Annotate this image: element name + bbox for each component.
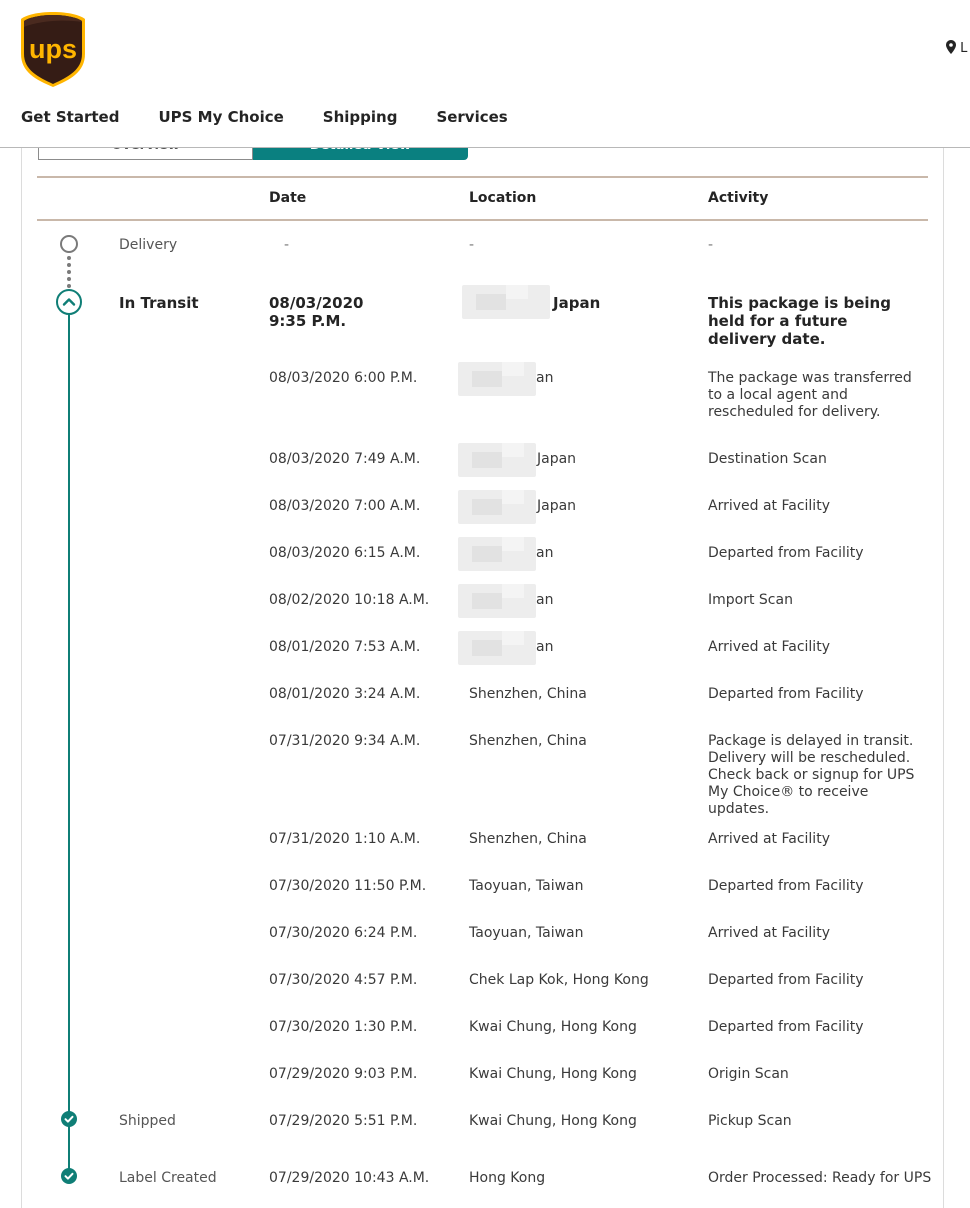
shipped-location: Kwai Chung, Hong Kong — [469, 1113, 637, 1129]
row-location: Taoyuan, Taiwan — [469, 878, 584, 894]
label-created-activity: Order Processed: Ready for UPS — [708, 1170, 932, 1186]
row-location: an — [536, 592, 554, 608]
row-activity: Arrived at Facility — [708, 498, 830, 514]
tab-detailed-view[interactable] — [253, 146, 468, 160]
main-nav — [21, 108, 547, 126]
row-activity: Origin Scan — [708, 1066, 789, 1082]
collapse-chevron-up-icon[interactable] — [56, 289, 82, 315]
label-created-check-icon — [61, 1168, 77, 1184]
delivery-location: - — [469, 237, 475, 253]
ups-logo[interactable] — [20, 10, 86, 88]
delivery-activity: - — [708, 237, 714, 253]
row-date: 07/31/2020 9:34 A.M. — [269, 733, 421, 749]
site-header — [0, 0, 970, 148]
row-date: 08/01/2020 3:24 A.M. — [269, 686, 421, 702]
row-activity: Import Scan — [708, 592, 793, 608]
row-location: an — [536, 370, 554, 386]
table-header-rule — [37, 219, 928, 221]
row-date: 08/03/2020 7:49 A.M. — [269, 451, 421, 467]
row-location: Japan — [537, 451, 577, 467]
row-activity: Departed from Facility — [708, 878, 864, 894]
redacted-location — [462, 285, 550, 319]
row-date: 08/03/2020 6:15 A.M. — [269, 545, 421, 561]
in-transit-location: Japan — [553, 294, 601, 312]
row-activity: Departed from Facility — [708, 686, 864, 702]
view-toggle — [38, 146, 468, 160]
row-location: Shenzhen, China — [469, 686, 587, 702]
row-location: Kwai Chung, Hong Kong — [469, 1019, 637, 1035]
label-created-date: 07/29/2020 10:43 A.M. — [269, 1170, 430, 1186]
header-date: Date — [269, 190, 307, 206]
row-date: 07/30/2020 6:24 P.M. — [269, 925, 418, 941]
row-location: Taoyuan, Taiwan — [469, 925, 584, 941]
shipped-date: 07/29/2020 5:51 P.M. — [269, 1113, 418, 1129]
row-date: 08/01/2020 7:53 A.M. — [269, 639, 421, 655]
row-activity: Destination Scan — [708, 451, 827, 467]
in-transit-activity: This package is being held for a future delivery date. — [708, 294, 891, 348]
svg-text:ups: ups — [28, 34, 78, 64]
nav-get-started[interactable]: Get Started — [21, 108, 120, 126]
nav-shipping[interactable]: Shipping — [322, 108, 398, 126]
row-activity: Departed from Facility — [708, 1019, 864, 1035]
row-location: Shenzhen, China — [469, 831, 587, 847]
header-location: Location — [469, 190, 537, 206]
redacted-location — [458, 443, 536, 477]
table-top-rule — [37, 176, 928, 178]
location-pin-icon — [946, 40, 956, 54]
header-activity: Activity — [708, 190, 769, 206]
row-location: an — [536, 639, 554, 655]
row-location: an — [536, 545, 554, 561]
label-created-location: Hong Kong — [469, 1170, 546, 1186]
row-activity: The package was transferred to a local agent and rescheduled for delivery. — [708, 370, 912, 420]
row-date: 07/30/2020 1:30 P.M. — [269, 1019, 418, 1035]
delivery-date: - — [284, 237, 290, 253]
row-date: 08/03/2020 6:00 P.M. — [269, 370, 418, 386]
milestone-in-transit: In Transit — [119, 294, 199, 312]
row-activity: Arrived at Facility — [708, 925, 830, 941]
redacted-location — [458, 584, 536, 618]
milestone-label-created: Label Created — [119, 1170, 217, 1186]
redacted-location — [458, 490, 536, 524]
nav-services[interactable]: Services — [436, 108, 508, 126]
milestone-delivery: Delivery — [119, 237, 178, 253]
row-activity: Arrived at Facility — [708, 831, 830, 847]
nav-ups-my-choice[interactable]: UPS My Choice — [158, 108, 284, 126]
row-location: Japan — [537, 498, 577, 514]
row-activity: Arrived at Facility — [708, 639, 830, 655]
row-date: 07/31/2020 1:10 A.M. — [269, 831, 421, 847]
row-location: Chek Lap Kok, Hong Kong — [469, 972, 649, 988]
redacted-location — [458, 537, 536, 571]
shipped-activity: Pickup Scan — [708, 1113, 792, 1129]
delivery-pending-icon — [60, 235, 78, 253]
redacted-location — [458, 362, 536, 396]
row-location: Shenzhen, China — [469, 733, 587, 749]
row-date: 08/02/2020 10:18 A.M. — [269, 592, 430, 608]
row-date: 08/03/2020 7:00 A.M. — [269, 498, 421, 514]
row-date: 07/30/2020 4:57 P.M. — [269, 972, 418, 988]
timeline-line — [68, 300, 70, 1180]
row-location: Kwai Chung, Hong Kong — [469, 1066, 637, 1082]
tab-overview[interactable] — [38, 146, 253, 160]
row-activity: Departed from Facility — [708, 972, 864, 988]
in-transit-date: 08/03/2020 — [269, 294, 364, 312]
row-activity: Departed from Facility — [708, 545, 864, 561]
row-date: 07/29/2020 9:03 P.M. — [269, 1066, 418, 1082]
location-selector[interactable] — [946, 40, 967, 56]
timeline-dotted-connector — [67, 256, 71, 288]
row-date: 07/30/2020 11:50 P.M. — [269, 878, 427, 894]
redacted-location — [458, 631, 536, 665]
row-activity: Package is delayed in transit. Delivery will be rescheduled. Check back or signup for UPS My Choice® to receive updates. — [708, 733, 915, 817]
in-transit-time: 9:35 P.M. — [269, 312, 347, 330]
milestone-shipped: Shipped — [119, 1113, 176, 1129]
location-label: L — [960, 41, 968, 56]
shipped-check-icon — [61, 1111, 77, 1127]
